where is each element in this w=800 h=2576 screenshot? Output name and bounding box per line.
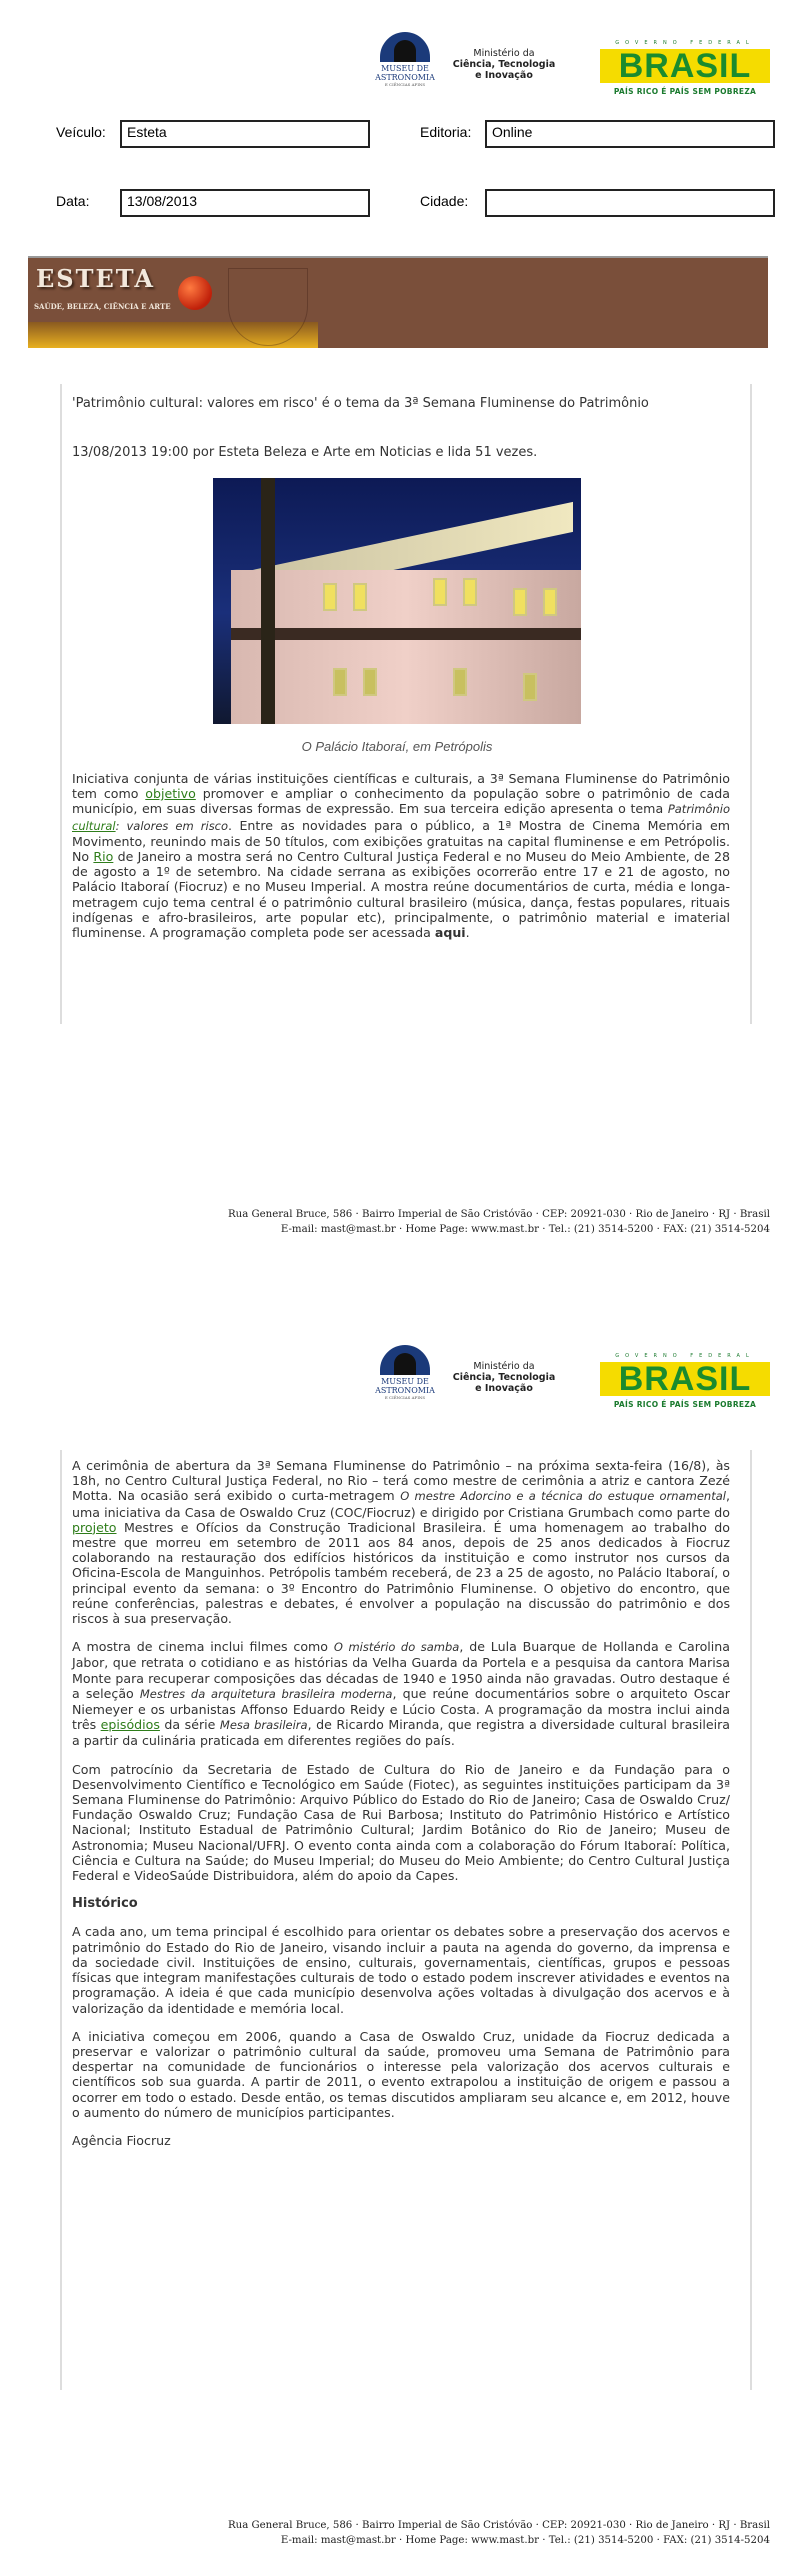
museu-logo-line3: E CIÊNCIAS AFINS — [384, 82, 426, 87]
brasil-wordmark: BRASIL — [600, 1362, 770, 1396]
ministerio-line3: e Inovação — [475, 70, 533, 81]
data-label: Data: — [56, 193, 90, 209]
italic-text: Mestres da arquitetura brasileira moderna — [139, 1686, 393, 1701]
ministerio-line3: e Inovação — [475, 1383, 533, 1394]
footer-address: Rua General Bruce, 586 · Bairro Imperial de São Cristóvão · CEP: 20921-030 · Rio de Janeiro · RJ · Brasil — [227, 2520, 770, 2531]
window — [543, 588, 557, 616]
link-aqui[interactable]: aqui — [434, 925, 466, 941]
museu-logo-line1: MUSEU DE — [381, 1377, 429, 1386]
museu-astronomia-logo-page2 — [372, 1345, 438, 1407]
cidade-field[interactable] — [485, 189, 775, 217]
article-body-page1 — [72, 771, 730, 953]
museu-astronomia-logo — [372, 32, 438, 94]
palm-tree — [261, 478, 275, 724]
article-source: Agência Fiocruz — [72, 2132, 171, 2148]
article-body-page2 — [72, 1458, 730, 2161]
text: A cerimônia de abertura da 3ª Semana Fluminense do Patrimônio – na próxima sexta-feira (16/8), às 18h, no Centro Cultural Justiça Federal, no Rio – terá como mestre de cerimônia a atriz e cantora Zezé Motta. Na ocasião será exibido o curta-metragem — [72, 1458, 730, 1504]
governo-federal-label: GOVERNO FEDERAL — [615, 1353, 755, 1359]
museu-logo-line2: ASTRONOMIA — [375, 73, 435, 82]
editoria-label: Editoria: — [420, 124, 472, 140]
museu-logo-line2: ASTRONOMIA — [375, 1386, 435, 1395]
footer-page2 — [120, 2518, 770, 2548]
heading-historico: Histórico — [72, 1896, 138, 1912]
window — [433, 578, 447, 606]
text: , que reúne documentários sobre o arquiteto Oscar Niemeyer e os urbanistas Affonso Eduardo Reidy e Lúcio Costa. A programação da mostra inclui ainda três — [72, 1685, 730, 1733]
window — [363, 668, 377, 696]
window — [353, 583, 367, 611]
ministerio-line1: Ministério da — [473, 1361, 535, 1372]
text: da série — [159, 1717, 220, 1733]
paragraph-2 — [72, 1458, 730, 1626]
governo-federal-brasil-logo-page2 — [600, 1353, 770, 1413]
italic-text: Patrimônio — [667, 802, 730, 817]
link-projeto[interactable]: projeto — [72, 1519, 117, 1535]
text: , de Ricardo Miranda, que registra a diversidade cultural brasileira a partir da culinária praticada em diferentes regiões do país. — [72, 1717, 731, 1749]
article-title: 'Patrimônio cultural: valores em risco' é o tema da 3ª Semana Fluminense do Patrimônio — [72, 396, 649, 411]
text: , de Lula Buarque de Hollanda e Carolina Jabor, que retrata o cotidiano e as histórias da Velha Guarda da Portela e a pesquisa da cantora Marisa Monte para recuperar composições das décadas de 1940 e 1950 ainda não gravadas. Outro destaque é a seleção — [72, 1639, 731, 1701]
footer-contact: E-mail: mast@mast.br · Home Page: www.mast.br · Tel.: (21) 3514-5200 · FAX: (21) 3514-5204 — [280, 1224, 770, 1235]
link-cultural[interactable]: cultural — [72, 818, 116, 833]
ministerio-logo — [444, 48, 564, 81]
governo-federal-label: GOVERNO FEDERAL — [615, 40, 755, 46]
observatory-dome-icon — [380, 32, 430, 62]
link-episodios[interactable]: episódios — [100, 1717, 160, 1733]
data-field[interactable]: 13/08/2013 — [120, 189, 370, 217]
palacio-itaborai-photo — [213, 478, 581, 724]
governo-federal-brasil-logo — [600, 40, 770, 100]
paragraph-4: Com patrocínio da Secretaria de Estado de Cultura do Rio de Janeiro e da Fundação para o Desenvolvimento Científico e Tecnológico em Saúde (Fiotec), as seguintes instituições participam da 3ª Semana Fluminense do Patrimônio: Arquivo Público do Estado do Rio de Janeiro; Casa de Oswaldo Cruz/ Fundação Oswaldo Cruz; Fundação Casa de Rui Barbosa; Instituto do Patrimônio Histórico e Artístico Nacional; Instituto Estadual de Patrimônio Cultural; Jardim Botânico do Rio de Janeiro; Museu de Astronomia; Museu Nacional/UFRJ. O evento conta ainda com a colaboração do Fórum Itaboraí: Política, Ciência e Cultura na Saúde; do Museu Imperial; do Museu do Meio Ambiente; do Centro Cultural Justiça Federal e VideoSaúde Distribuidora, além do apoio da Capes. — [72, 1761, 730, 1884]
paragraph-1 — [72, 771, 730, 940]
building-cornice — [231, 628, 581, 640]
footer-address: Rua General Bruce, 586 · Bairro Imperial de São Cristóvão · CEP: 20921-030 · Rio de Janeiro · RJ · Brasil — [227, 1209, 770, 1220]
footer-page1 — [120, 1207, 770, 1237]
window — [523, 673, 537, 701]
window — [463, 578, 477, 606]
cidade-label: Cidade: — [420, 193, 469, 209]
museu-logo-line1: MUSEU DE — [381, 64, 429, 73]
tomato-icon — [178, 276, 212, 310]
ministerio-line2: Ciência, Tecnologia — [452, 59, 556, 70]
italic-text: O mistério do samba — [333, 1640, 460, 1655]
paragraph-5: A cada ano, um tema principal é escolhido para orientar os debates sobre a preservação dos acervos e patrimônio do Estado do Rio de Janeiro, visando incluir a pauta na agenda do governo, da imprensa e da sociedade civil. Instituições de ensino, culturais, governamentais, científicas, grupos e pessoas físicas que integram manifestações culturais de todo o estado podem inscrever atividades e eventos na programação. A ideia é que cada município desenvolva ações voltadas à divulgação dos acervos e à valorização da identidade e memória local. — [72, 1924, 730, 2016]
footer-contact: E-mail: mast@mast.br · Home Page: www.mast.br · Tel.: (21) 3514-5200 · FAX: (21) 3514-5204 — [280, 2535, 770, 2546]
paragraph-6: A iniciativa começou em 2006, quando a Casa de Oswaldo Cruz, unidade da Fiocruz dedicada a preservar e valorizar o patrimônio cultural da saúde, promoveu uma Semana de Patrimônio para despertar na comunidade de funcionários o interesse pela valorização dos acervos culturais e científicos sob sua guarda. A partir de 2011, o evento extrapolou a instituição de origem e passou a ocorrer em todo o estado. Desde então, os temas discutidos ampliaram seu alcance e, em 2012, houve o aumento do número de municípios participantes. — [72, 2028, 730, 2120]
brasil-wordmark: BRASIL — [600, 49, 770, 83]
link-rio[interactable]: Rio — [93, 849, 114, 865]
banner-art-sketch — [228, 268, 308, 346]
photo-caption: O Palácio Itaboraí, em Petrópolis — [301, 739, 493, 754]
editoria-field[interactable]: Online — [485, 120, 775, 148]
text: A mostra de cinema inclui filmes como — [72, 1639, 334, 1655]
italic-text: O mestre Adorcino e a técnica do estuque ornamental — [400, 1489, 726, 1504]
text: , uma iniciativa da Casa de Oswaldo Cruz (COC/Fiocruz) e dirigido por Cristiana Grumbach como parte do — [72, 1488, 730, 1520]
veiculo-label: Veículo: — [56, 124, 106, 140]
window — [513, 588, 527, 616]
banner-title: ESTETA — [36, 264, 155, 293]
link-objetivo[interactable]: objetivo — [145, 786, 196, 802]
text: Iniciativa conjunta de várias instituições científicas e culturais, a 3ª Semana Fluminense do Patrimônio tem como — [72, 771, 730, 802]
banner-subtitle: SAÚDE, BELEZA, CIÊNCIA E ARTE — [34, 302, 171, 311]
italic-text: : valores em risco — [115, 818, 229, 833]
text: . Entre as novidades para o público, a 1ª Mostra de Cinema Memória em Movimento, reunindo mais de 50 títulos, com exibições gratuitas na capital fluminense e em Petrópolis. No — [72, 817, 730, 865]
text: . — [465, 925, 470, 941]
esteta-banner — [28, 256, 768, 348]
text: de Janeiro a mostra será no Centro Cultural Justiça Federal e no Museu do Meio Ambiente, de 28 de agosto a 1º de setembro. Na cidade serrana as exibições ocorrerão entre 17 e 21 de agosto, no Palácio Itaboraí (Fiocruz) e no Museu Imperial. A mostra reúne documentários de curta, média e longa-metragem cujo tema central é o patrimônio cultural brasileiro (música, dança, festas populares, rituais indígenas e afro-brasileiros, arte popular etc), principalmente, o patrimônio material e imaterial fluminense. A programação completa pode ser acessada — [72, 849, 730, 941]
ministerio-line2: Ciência, Tecnologia — [452, 1372, 556, 1383]
text: promover e ampliar o conhecimento da população sobre o patrimônio de cada município, em suas diversas formas de expressão. Em sua terceira edição apresenta o tema — [72, 786, 730, 817]
ministerio-logo-page2 — [444, 1361, 564, 1394]
brasil-tagline: PAÍS RICO É PAÍS SEM POBREZA — [613, 87, 757, 96]
veiculo-field[interactable]: Esteta — [120, 120, 370, 148]
museu-logo-line3: E CIÊNCIAS AFINS — [384, 1395, 426, 1400]
italic-text: Mesa brasileira — [219, 1718, 308, 1733]
text: Mestres e Ofícios da Construção Tradicional Brasileira. É uma homenagem ao trabalho do mestre que morreu em setembro de 2011 aos 84 anos, depois de 25 anos dedicados à Fiocruz colaborando na restauração dos edifícios históricos da instituição e como instrutor nos cursos da Oficina-Escola de Manguinhos. Petrópolis também receberá, de 23 a 25 de agosto, no Palácio Itaboraí, o principal evento da semana: o 3º Encontro do Patrimônio Fluminense. O objetivo do encontro, que reúne conferências, palestras e debates, é envolver a população na discussão do patrimônio e dos riscos à sua preservação. — [72, 1519, 730, 1627]
window — [333, 668, 347, 696]
brasil-tagline: PAÍS RICO É PAÍS SEM POBREZA — [613, 1400, 757, 1409]
ministerio-line1: Ministério da — [473, 48, 535, 59]
window — [323, 583, 337, 611]
window — [453, 668, 467, 696]
observatory-dome-icon — [380, 1345, 430, 1375]
article-meta: 13/08/2013 19:00 por Esteta Beleza e Arte em Noticias e lida 51 vezes. — [72, 445, 538, 460]
paragraph-3 — [72, 1639, 730, 1748]
